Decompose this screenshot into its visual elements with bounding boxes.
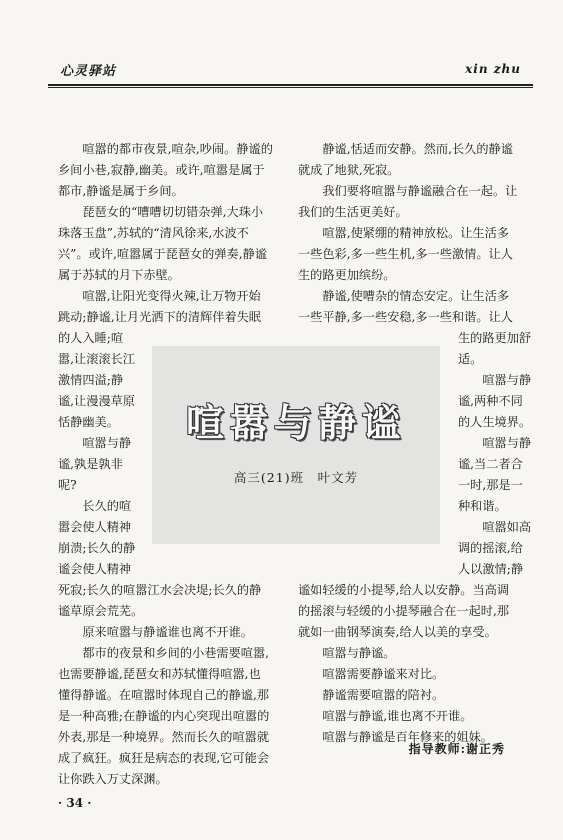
right-line: 静谧需要喧嚣的陪衬。 — [298, 688, 445, 702]
left-line: 也需要静谧,琵琶女和苏轼懂得喧嚣,也 — [58, 667, 261, 681]
right-line: 生的路更加舒 — [458, 331, 532, 345]
right-line: 种和谐。 — [458, 499, 507, 513]
page-number: · 34 · — [58, 796, 92, 810]
right-line: 的摇滚与轻缓的小提琴融合在一起时,那 — [298, 604, 510, 618]
right-line: 喧嚣,使紧绷的精神放松。让生活多 — [298, 226, 510, 240]
left-line: 激情四溢;静 — [58, 373, 124, 387]
left-line: 乡间小巷,寂静,幽美。或许,喧嚣是属于 — [58, 163, 265, 177]
right-line: 就成了地狱,死寂。 — [298, 163, 400, 177]
header-rule-thin — [48, 87, 533, 88]
left-line: 是一种高雅;在静谧的内心突现出喧嚣的 — [58, 709, 270, 723]
section-title: 心灵驿站 — [60, 64, 117, 79]
left-line: 成了疯狂。疯狂是病态的表现,它可能会 — [58, 751, 270, 765]
right-line: 喧嚣与静谧。 — [298, 646, 396, 660]
right-line: 就如一曲钢琴演奏,给人以美的享受。 — [298, 625, 497, 639]
right-line: 静谧,使嘈杂的情态安定。让生活多 — [298, 289, 510, 303]
right-line: 谧,当二者合 — [458, 457, 523, 471]
right-line: 调的摇滚,给 — [458, 541, 523, 555]
left-line: 谧,孰是孰非 — [58, 457, 123, 471]
left-line: 长久的喧 — [58, 499, 132, 513]
left-line: 谧,让漫漫草原 — [58, 394, 135, 408]
left-line: 跳动;静谧,让月光洒下的清辉伴着失眠 — [58, 310, 261, 324]
left-line: 谧会使人精神 — [58, 562, 132, 576]
left-line: 让你跌入万丈深渊。 — [58, 772, 168, 786]
left-line: 呢? — [58, 478, 77, 492]
left-line: 珠落玉盘”,苏轼的“清风徐来,水波不 — [58, 226, 249, 240]
right-line: 喧嚣与静 — [458, 436, 532, 450]
right-line: 静谧,恬适而安静。然而,长久的静谧 — [298, 142, 513, 156]
right-line: 适。 — [458, 352, 483, 366]
right-line: 喧嚣如高 — [458, 520, 532, 534]
right-line: 一时,那是一 — [458, 478, 523, 492]
left-line: 都市的夜景和乡间的小巷需要喧嚣, — [58, 646, 270, 660]
left-line: 原来喧嚣与静谧谁也离不开谁。 — [58, 625, 253, 639]
left-line: 兴”。或许,喧嚣属于琵琶女的弹奏,静谧 — [58, 247, 267, 261]
right-line: 生的路更加缤纷。 — [298, 268, 396, 282]
left-line: 恬静幽美。 — [58, 415, 119, 429]
right-line: 一些色彩,多一些生机,多一些激情。让人 — [298, 247, 513, 261]
right-line: 谧,两种不同 — [458, 394, 523, 408]
left-line: 谧草原会荒芜。 — [58, 604, 144, 618]
left-line: 属于苏轼的月下赤壁。 — [58, 268, 180, 282]
left-line: 都市,静谧是属于乡间。 — [58, 184, 184, 198]
right-line: 我们的生活更美好。 — [298, 205, 408, 219]
header-rule — [48, 84, 533, 86]
title-box — [152, 346, 440, 544]
right-line: 喧嚣需要静谧来对比。 — [298, 667, 445, 681]
left-line: 嚣,让滚滚长江 — [58, 352, 135, 366]
author-byline: 高三(21)班 叶文芳 — [233, 470, 359, 485]
left-line: 喧嚣与静 — [58, 436, 132, 450]
left-line: 崩溃;长久的静 — [58, 541, 136, 555]
left-line: 琵琶女的“嘈嘈切切错杂弹,大珠小 — [58, 205, 264, 219]
header-pinyin: xin zhu — [465, 62, 521, 76]
right-line: 人以激情;静 — [458, 562, 524, 576]
right-line: 喧嚣与静谧是百年修来的姐妹。 — [298, 730, 493, 744]
right-line: 我们要将喧嚣与静谧融合在一起。让 — [298, 184, 518, 198]
left-line: 嚣会使人精神 — [58, 520, 132, 534]
right-line: 谧如轻缓的小提琴,给人以安静。当高调 — [298, 583, 510, 597]
left-line: 喧嚣,让阳光变得火辣,让万物开始 — [58, 289, 261, 303]
right-line: 的人生境界。 — [458, 415, 532, 429]
left-line: 懂得静谧。在喧嚣时体现自己的静谧,那 — [58, 688, 270, 702]
article-title: 喧嚣与静谧 — [185, 400, 406, 445]
left-line: 喧嚣的都市夜景,喧杂,吵闹。静谧的 — [58, 142, 273, 156]
right-line: 一些平静,多一些安稳,多一些和谐。让人 — [298, 310, 513, 324]
right-line: 喧嚣与静 — [458, 373, 532, 387]
left-line: 的人入睡;喧 — [58, 331, 124, 345]
advisor-credit: 指导教师:谢正秀 — [408, 742, 505, 756]
left-line: 外表,那是一种境界。然而长久的喧嚣就 — [58, 730, 270, 744]
right-line: 喧嚣与静谧,谁也离不开谁。 — [298, 709, 473, 723]
left-line: 死寂;长久的喧嚣江水会决堤;长久的静 — [58, 583, 262, 597]
